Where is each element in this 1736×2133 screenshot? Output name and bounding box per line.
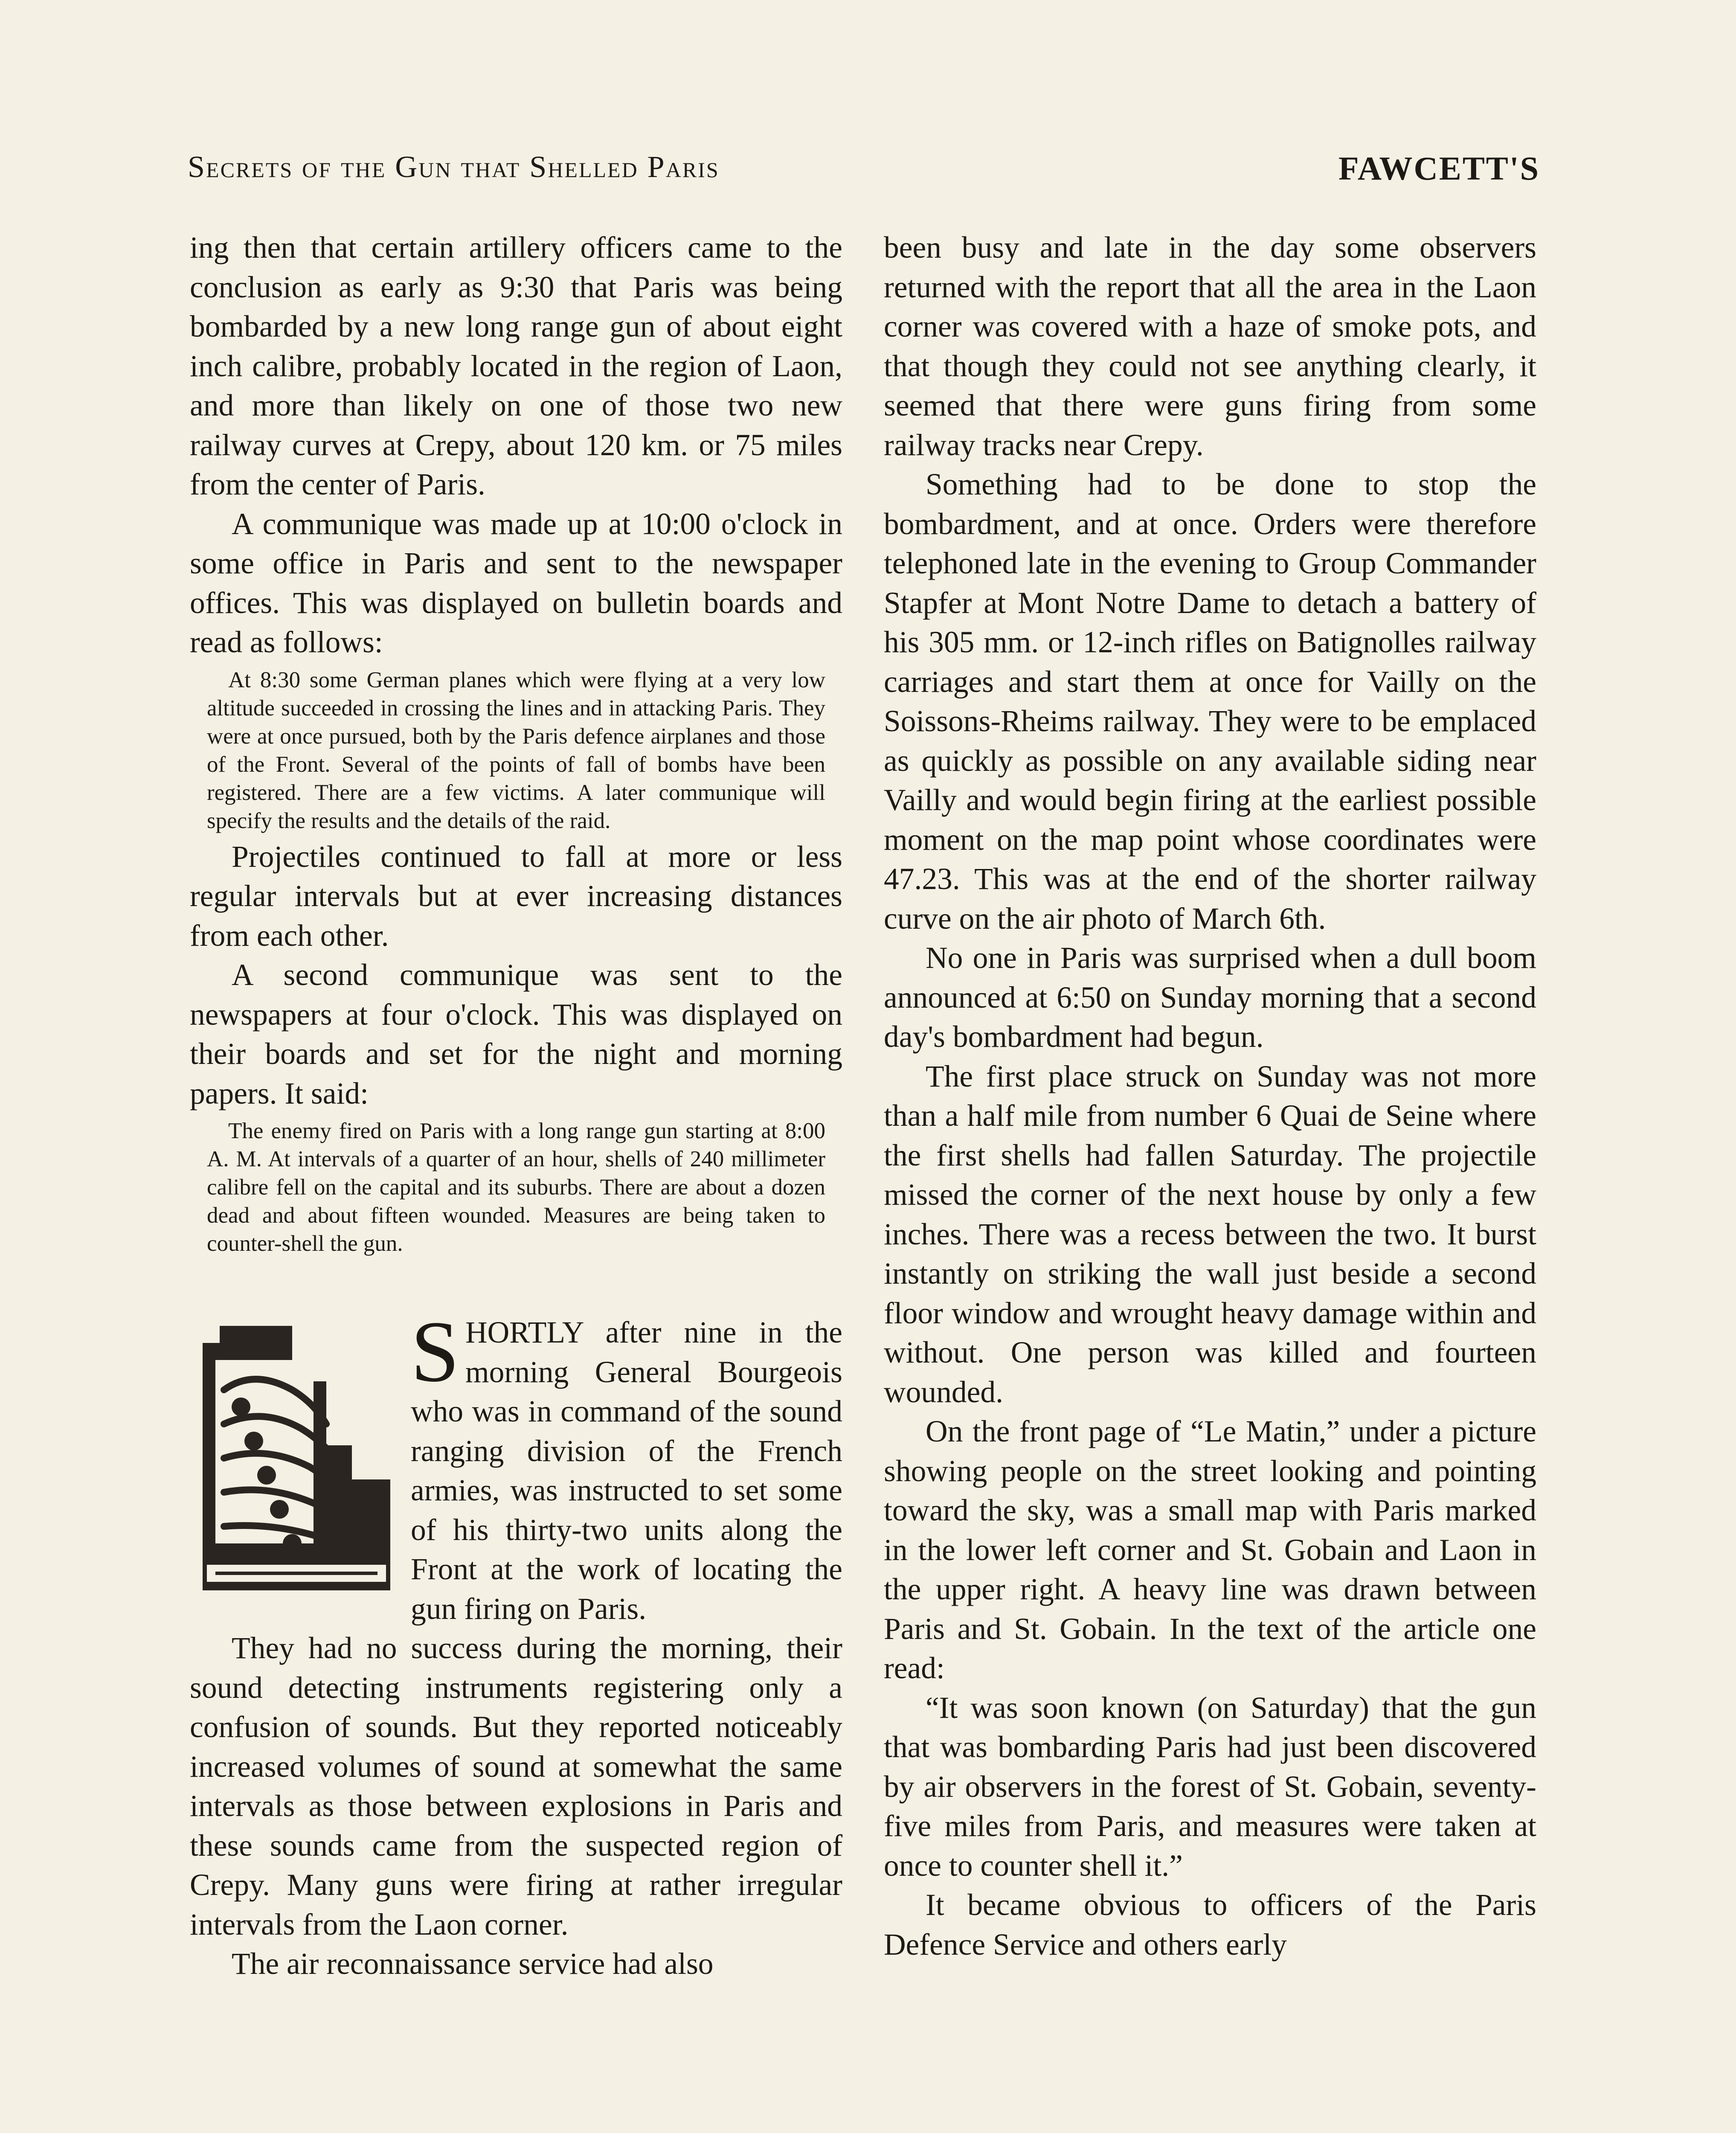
paragraph: The first place struck on Sunday was not more than a half mile from number 6 Quai de Seine where the first shells had fallen Saturday. The projectile missed the corner of the next house by only a few inches. There was a recess between the two. It burst instantly on striking the wall just beside a second floor window and wrought heavy damage within and without. One person was killed and fourteen wounded. — [884, 1059, 1536, 1409]
communique-quote: The enemy fired on Paris with a long range gun starting at 8:00 A. M. At intervals of a quarter of an hour, shells of 240 millimeter calibre fell on the capital and its suburbs. There are about a dozen dead and about fifteen wounded. Measures are being taken to counter-shell the gun. — [207, 1119, 825, 1256]
paragraph: “It was soon known (on Saturday) that the gun that was bombarding Paris had just been discovered by air observers in the forest of St. Gobain, seventy-five miles from Paris, and measures were taken at once to counter shell it.” — [884, 1691, 1536, 1883]
paragraph: Something had to be done to stop the bombardment, and at once. Orders were therefore telephoned late in the evening to Group Commander Stapfer at Mont Notre Dame to detach a battery of his 305 mm. or 12-inch rifles on Batignolles railway carriages and start them at once for Vailly on the Soissons-Rheims railway. They were to be emplaced as quickly as possible on any available siding near Vailly and would begin firing at the earliest possible moment on the map point whose coordinates were 47.23. This was at the end of the shorter railway curve on the air photo of March 6th. — [884, 468, 1536, 936]
paragraph: No one in Paris was surprised when a dull boom announced at 6:50 on Sunday morning that a second day's bombardment had begun. — [884, 941, 1536, 1054]
communique-quote: At 8:30 some German planes which were flying at a very low altitude succeeded in crossing the lines and in attacking Paris. They were at once pursued, both by the Paris defence airplanes and those of the Front. Several of the points of fall of bombs have been registered. There are a few victims. A later communique will specify the results and the details of the raid. — [207, 667, 825, 833]
paragraph: They had no success during the morning, their sound detecting instruments registering only a confusion of sounds. But they reported noticeably increased volumes of sound at somewhat the same intervals as those between explosions in Paris and these sounds came from the suspected region of Crepy. Many guns were firing at rather irregular intervals from the Laon corner. — [190, 1631, 842, 1941]
right-column — [884, 228, 1536, 1964]
magazine-brand: FAWCETT'S — [1338, 150, 1540, 187]
paragraph: The air reconnaissance service had also — [232, 1947, 714, 1981]
paragraph: been busy and late in the day some observers returned with the report that all the area in the Laon corner was covered with a haze of smoke pots, and that though they could not see anything clearly, it seemed that there were guns firing from some railway tracks near Crepy. — [884, 231, 1536, 462]
paragraph: A communique was made up at 10:00 o'clock in some office in Paris and sent to the newspaper offices. This was displayed on bulletin boards and read as follows: — [190, 507, 842, 659]
drop-cap: S — [411, 1303, 460, 1400]
paragraph: A second communique was sent to the newspapers at four o'clock. This was displayed on their boards and set for the night and morning papers. It said: — [190, 958, 842, 1110]
decorative-gun-illustration — [190, 1317, 399, 1597]
paragraph: Projectiles continued to fall at more or less regular intervals but at ever increasing distances from each other. — [190, 840, 842, 953]
left-column — [190, 228, 842, 1984]
running-head: Secrets of the Gun that Shelled Paris — [188, 150, 720, 184]
paragraph: On the front page of “Le Matin,” under a picture showing people on the street looking and pointing toward the sky, was a small map with Paris marked in the lower left corner and St. Gobain and Laon in the upper right. A heavy line was drawn between Paris and St. Gobain. In the text of the article one read: — [884, 1415, 1536, 1685]
section-opening — [190, 1303, 842, 1629]
paragraph: HORTLY after nine in the morning General Bourgeois who was in command of the sound ranging division of the French armies, was instructed to set some of his thirty-two units along the Front at the work of locating the gun firing on Paris. — [411, 1316, 842, 1626]
page-header — [188, 149, 1540, 196]
paragraph: It became obvious to officers of the Paris Defence Service and others early — [884, 1888, 1536, 1962]
paragraph: ing then that certain artillery officers came to the conclusion as early as 9:30 that Paris was being bombarded by a new long range gun of about eight inch calibre, probably located in the region of Laon, and more than likely on one of those two new railway curves at Crepy, about 120 km. or 75 miles from the center of Paris. — [190, 231, 842, 501]
